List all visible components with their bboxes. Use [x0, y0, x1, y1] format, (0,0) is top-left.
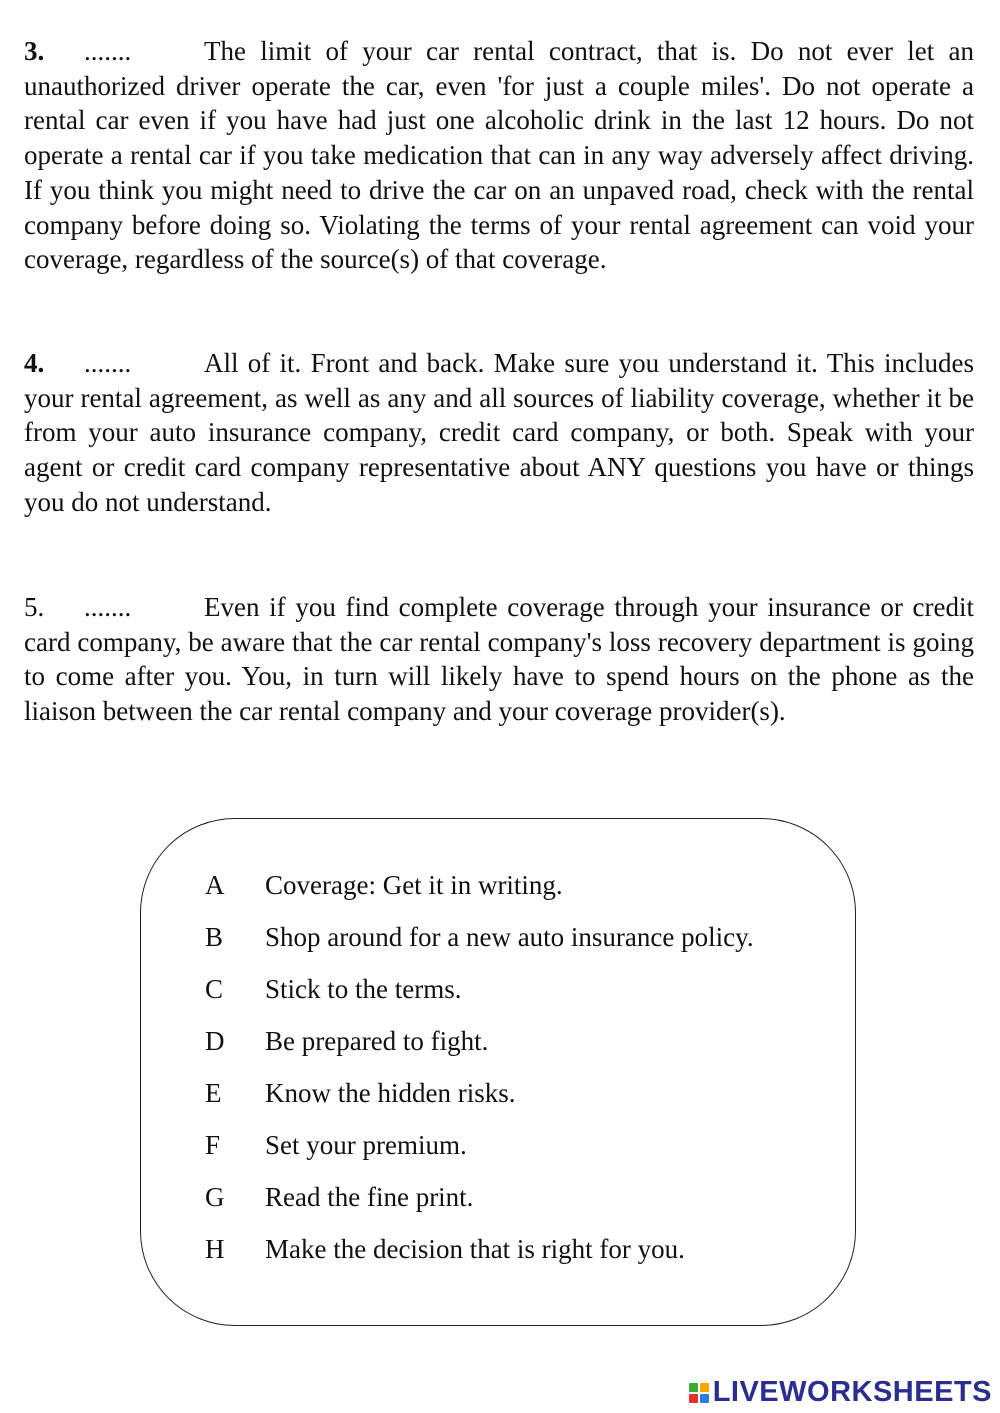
paragraph-5	[24, 590, 974, 729]
paragraph-text: Even if you find complete coverage through your insurance or credit card company, be aware that the car rental company's loss recovery department is going to come after you. You, in turn will likely have to spend hours on the phone as the liaison between the car rental company and your coverage provider(s).	[24, 592, 974, 727]
option-h	[205, 1232, 685, 1266]
option-text: Make the decision that is right for you.	[265, 1234, 685, 1264]
option-text: Know the hidden risks.	[265, 1078, 516, 1108]
option-letter: E	[205, 1078, 222, 1108]
option-e	[205, 1076, 515, 1110]
option-text: Be prepared to fight.	[265, 1026, 489, 1056]
option-text: Set your premium.	[265, 1130, 467, 1160]
paragraph-number: 4.	[24, 348, 45, 378]
option-b	[205, 920, 754, 954]
option-text: Read the fine print.	[265, 1182, 474, 1212]
paragraph-text: The limit of your car rental contract, that is. Do not ever let an unauthorized driver operate the car, even 'for just a couple miles'. Do not operate a rental car even if you have had just one alcoholic drink in the last 12 hours. Do not operate a rental car if you take medication that can in any way adversely affect driving. If you think you might need to drive the car on an unpaved road, check with the rental company before doing so. Violating the terms of your rental agreement can void your coverage, regardless of the source(s) of that coverage.	[24, 36, 974, 275]
answer-blank[interactable]: .......	[84, 348, 132, 378]
paragraph-text: All of it. Front and back. Make sure you understand it. This includes your rental agreement, as well as any and all sources of liability coverage, whether it be from your auto insurance company, credit card company, or both. Speak with your agent or credit card company representative about ANY questions you have or things you do not understand.	[24, 348, 974, 517]
option-text: Coverage: Get it in writing.	[265, 870, 563, 900]
liveworksheets-logo	[689, 1376, 992, 1409]
option-letter: A	[205, 870, 225, 900]
answer-blank[interactable]: .......	[84, 36, 132, 66]
option-letter: C	[205, 974, 224, 1004]
paragraph-4	[24, 346, 974, 520]
answer-blank[interactable]: .......	[84, 592, 132, 622]
option-text: Shop around for a new auto insurance policy.	[265, 922, 754, 952]
option-letter: B	[205, 922, 224, 952]
option-text: Stick to the terms.	[265, 974, 462, 1004]
brand-name: LIVEWORKSHEETS	[712, 1376, 992, 1408]
option-d	[205, 1024, 488, 1058]
option-letter: F	[205, 1130, 221, 1160]
paragraph-number: 5.	[24, 592, 45, 622]
paragraph-3	[24, 34, 974, 277]
option-letter: D	[205, 1026, 225, 1056]
option-g	[205, 1180, 473, 1214]
option-letter: G	[205, 1182, 225, 1212]
liveworksheets-logo-icon	[689, 1383, 709, 1403]
option-letter: H	[205, 1234, 225, 1264]
option-f	[205, 1128, 467, 1162]
option-c	[205, 972, 461, 1006]
option-a	[205, 868, 563, 902]
paragraph-number: 3.	[24, 36, 45, 66]
